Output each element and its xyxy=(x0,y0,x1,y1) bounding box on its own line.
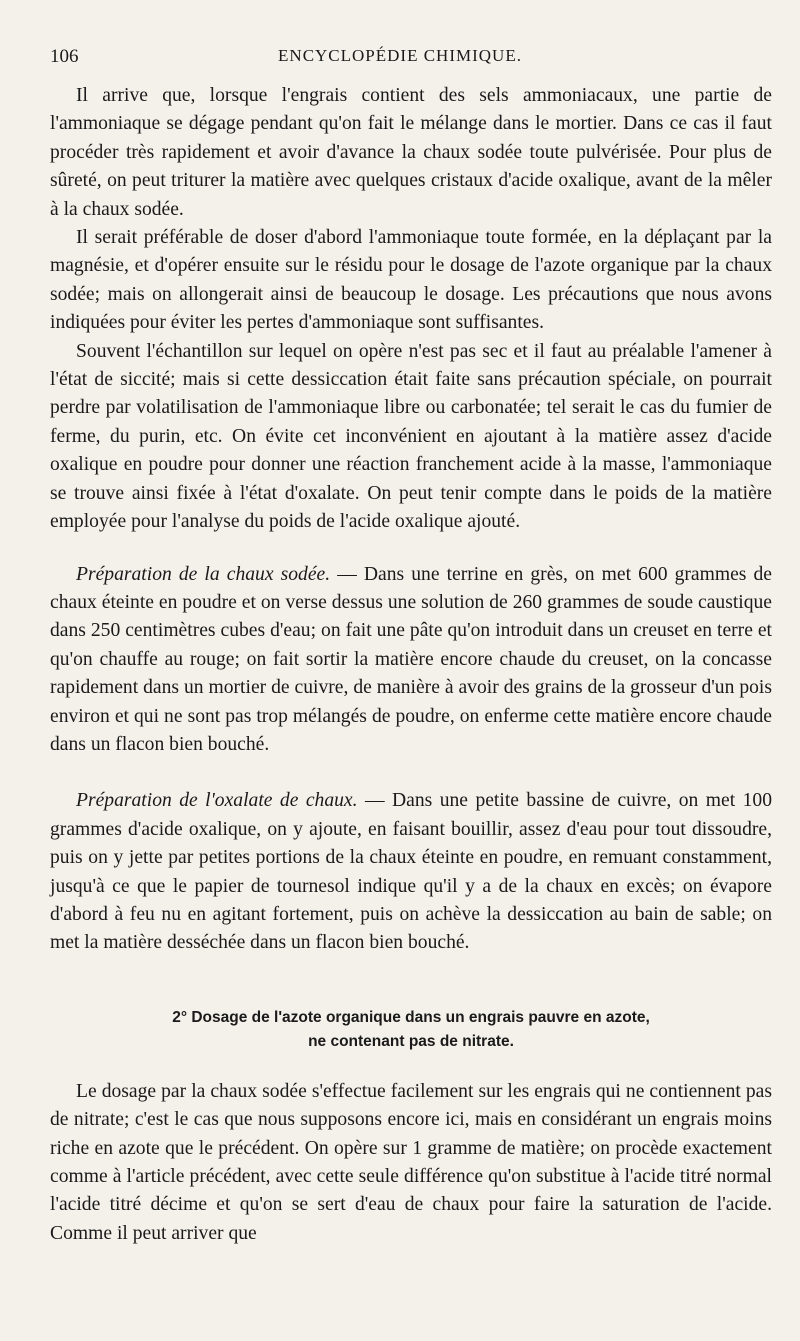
prep-oxalate-title: Préparation de l'oxalate de chaux. xyxy=(76,790,358,812)
running-title: ENCYCLOPÉDIE CHIMIQUE. xyxy=(278,46,522,65)
section-heading-line-1: 2° Dosage de l'azote organique dans un engrais pauvre en azote, xyxy=(172,1008,650,1026)
prep-oxalate-text: — Dans une petite bassine de cuivre, on met 100 grammes d'acide oxalique, on y ajoute, en faisant bouillir, assez d'eau pour tout dissoudre, puis on y jette par petites portions de la chaux éteinte en poudre, en remuant constamment, jusqu'à ce que le papier de tournesol indique qu'il y a de la chaux en excès; on évapore d'abord à feu nu en agitant fortement, puis on achève la dessiccation au bain de sable; on met la matière desséchée dans un flacon bien bouché. xyxy=(50,790,772,954)
body-text xyxy=(50,82,772,1248)
prep-chaux-title: Préparation de la chaux sodée. xyxy=(76,563,331,585)
prep-chaux-text: — Dans une terrine en grès, on met 600 grammes de chaux éteinte en poudre et on verse dessus une solution de 260 grammes de soude caustique dans 250 centimètres cubes d'eau; on fait une pâte qu'on introduit dans un creuset en terre et qu'on chauffe au rouge; on fait sortir la matière encore chaude du creuset, on la concasse rapidement dans un mortier de cuivre, de manière à avoir des grains de la grosseur d'un pois environ et qui ne sont pas trop mélangés de poudre, on enferme cette matière encore chaude dans un flacon bien bouché. xyxy=(50,563,772,755)
paragraph: Il arrive que, lorsque l'engrais contient des sels ammoniacaux, une partie de l'ammoniaque se dégage pendant qu'on fait le mélange dans le mortier. Dans ce cas il faut procéder très rapidement et avoir d'avance la chaux sodée toute pulvérisée. Pour plus de sûreté, on peut triturer la matière avec quelques cristaux d'acide oxalique, avant de la mêler à la chaux sodée. xyxy=(50,85,772,220)
prep-oxalate-paragraph xyxy=(50,787,772,957)
section-heading-line-2: ne contenant pas de nitrate. xyxy=(308,1032,514,1050)
paragraph: Il serait préférable de doser d'abord l'ammoniaque toute formée, en la déplaçant par la magnésie, et d'opérer ensuite sur le résidu pour le dosage de l'azote organique par la chaux sodée; mais on allongerait ainsi de beaucoup le dosage. Les précautions que nous avons indiquées pour éviter les pertes d'ammoniaque sont suffisantes. xyxy=(50,227,772,334)
page-number: 106 xyxy=(50,46,79,67)
prep-chaux-paragraph xyxy=(50,561,772,760)
paragraph: Souvent l'échantillon sur lequel on opère n'est pas sec et il faut au préalable l'amener à l'état de siccité; mais si cette dessiccation était faite sans précaution spéciale, on pourrait perdre par volatilisation de l'ammoniaque libre ou carbonatée; tel serait le cas du fumier de ferme, du purin, etc. On évite cet inconvénient en ajoutant à la matière assez d'acide oxalique en poudre pour donner une réaction franchement acide à la masse, l'ammoniaque se trouve ainsi fixée à l'état d'oxalate. On peut tenir compte dans le poids de la matière employée pour l'analyse du poids de l'acide oxalique ajouté. xyxy=(50,340,772,533)
section-heading xyxy=(50,1006,772,1054)
final-paragraph: Le dosage par la chaux sodée s'effectue facilement sur les engrais qui ne contiennent pas de nitrate; c'est le cas que nous supposons encore ici, mais en considérant un engrais moins riche en azote que le précédent. On opère sur 1 gramme de matière; on procède exactement comme à l'article précédent, avec cette seule différence qu'on substitue à l'acide titré normal l'acide titré décime et qu'on se sert d'eau de chaux pour faire la saturation de l'acide. Comme il peut arriver que xyxy=(50,1080,772,1244)
page-header xyxy=(50,46,750,76)
